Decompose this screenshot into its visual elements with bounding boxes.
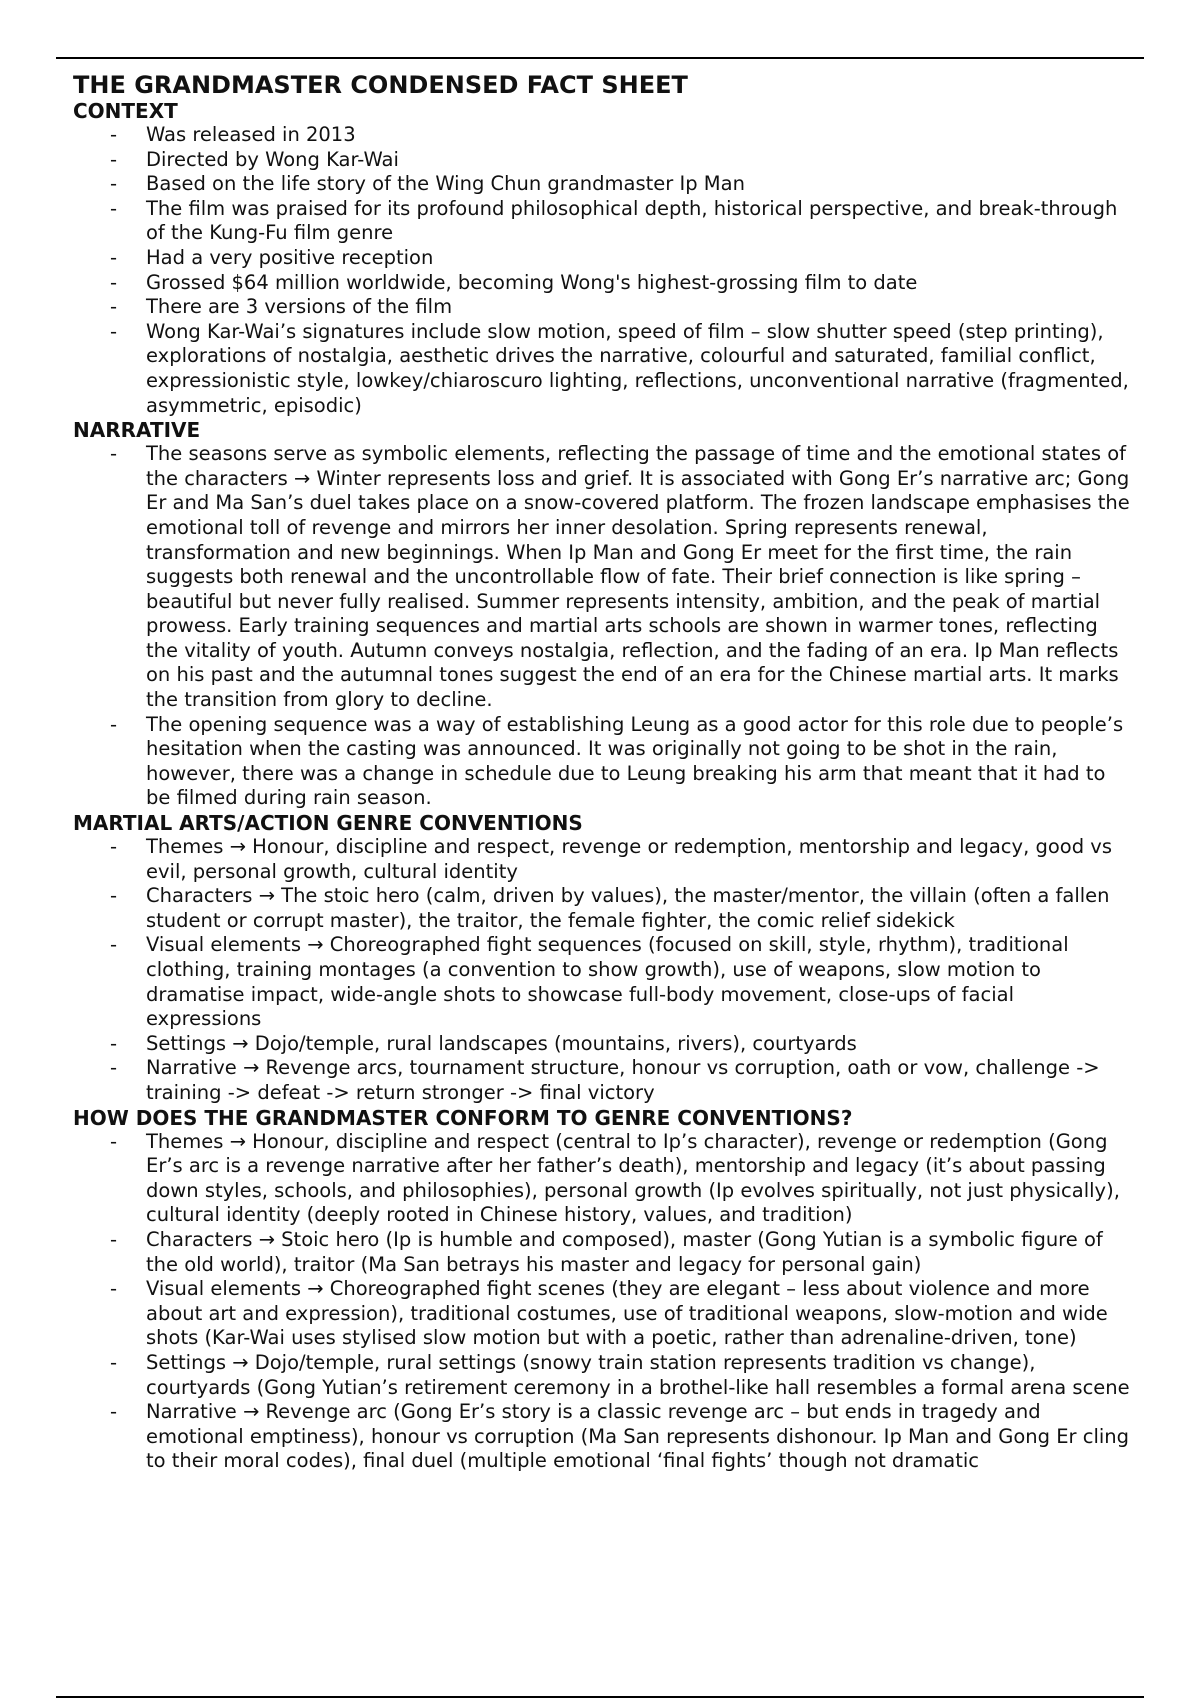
- list-item: - Narrative → Revenge arc (Gong Er’s story is a classic revenge arc – but ends in tragedy and emotional emptiness), honour vs corruption (Ma San represents dishonour. Ip Man and Gong Er cling to their moral codes), final duel (multiple emotional ‘final fights’ though not dramatic: [73, 1400, 1133, 1474]
- section-heading: HOW DOES THE GRANDMASTER CONFORM TO GENRE CONVENTIONS?: [73, 1105, 853, 1130]
- list-item: - Visual elements → Choreographed fight sequences (focused on skill, style, rhythm), traditional clothing, training montages (a convention to show growth), use of weapons, slow motion to dramatise impact, wide-angle shots to showcase full-body movement, close-ups of facial expressions: [73, 933, 1133, 1031]
- section-heading: NARRATIVE: [73, 418, 201, 443]
- section-genre-conventions: [73, 811, 1133, 1106]
- bullet-list: [73, 123, 1133, 418]
- list-item: - Settings → Dojo/temple, rural settings (snowy train station represents tradition vs change), courtyards (Gong Yutian’s retirement ceremony in a brothel-like hall resembles a formal arena scene: [73, 1351, 1133, 1400]
- section-narrative: [73, 418, 1133, 811]
- list-item: - Wong Kar-Wai’s signatures include slow motion, speed of film – slow shutter speed (step printing), explorations of nostalgia, aesthetic drives the narrative, colourful and saturated, familial conflict, expressionistic style, lowkey/chiaroscuro lighting, reflections, unconventional narrative (fragmented, asymmetric, episodic): [73, 320, 1133, 418]
- bottom-rule: [56, 1696, 1144, 1698]
- list-item: - Had a very positive reception: [73, 246, 1133, 271]
- bullet-list: [73, 442, 1133, 811]
- section-context: [73, 99, 1133, 418]
- section-conformity: [73, 1106, 1133, 1474]
- list-item: - Characters → Stoic hero (Ip is humble and composed), master (Gong Yutian is a symbolic figure of the old world), traitor (Ma San betrays his master and legacy for personal gain): [73, 1228, 1133, 1277]
- bullet-list: [73, 835, 1133, 1106]
- list-item: - Themes → Honour, discipline and respect, revenge or redemption, mentorship and legacy, good vs evil, personal growth, cultural identity: [73, 835, 1133, 884]
- list-item: - The seasons serve as symbolic elements, reflecting the passage of time and the emotional states of the characters → Winter represents loss and grief. It is associated with Gong Er’s narrative arc; Gong Er and Ma San’s duel takes place on a snow-covered platform. The frozen landscape emphasises the emotional toll of revenge and mirrors her inner desolation. Spring represents renewal, transformation and new beginnings. When Ip Man and Gong Er meet for the first time, the rain suggests both renewal and the uncontrollable flow of fate. Their brief connection is like spring – beautiful but never fully realised. Summer represents intensity, ambition, and the peak of martial prowess. Early training sequences and martial arts schools are shown in warmer tones, reflecting the vitality of youth. Autumn conveys nostalgia, reflection, and the fading of an era. Ip Man reflects on his past and the autumnal tones suggest the end of an era for the Chinese martial arts. It marks the transition from glory to decline.: [73, 442, 1133, 713]
- list-item: - Settings → Dojo/temple, rural landscapes (mountains, rivers), courtyards: [73, 1032, 1133, 1057]
- page-title: THE GRANDMASTER CONDENSED FACT SHEET: [73, 71, 688, 99]
- section-heading: CONTEXT: [73, 99, 178, 123]
- list-item: - The film was praised for its profound philosophical depth, historical perspective, and break-through of the Kung-Fu film genre: [73, 197, 1133, 246]
- section-heading: MARTIAL ARTS/ACTION GENRE CONVENTIONS: [73, 811, 583, 836]
- list-item: - Visual elements → Choreographed fight scenes (they are elegant – less about violence and more about art and expression), traditional costumes, use of traditional weapons, slow-motion and wide shots (Kar-Wai uses stylised slow motion but with a poetic, rather than adrenaline-driven, tone): [73, 1277, 1133, 1351]
- list-item: - There are 3 versions of the film: [73, 295, 1133, 320]
- list-item: - Based on the life story of the Wing Chun grandmaster Ip Man: [73, 172, 1133, 197]
- list-item: - Directed by Wong Kar-Wai: [73, 148, 1133, 173]
- list-item: - Was released in 2013: [73, 123, 1133, 148]
- list-item: - Grossed $64 million worldwide, becoming Wong's highest-grossing film to date: [73, 271, 1133, 296]
- fact-sheet: [73, 71, 1133, 1474]
- list-item: - Themes → Honour, discipline and respect (central to Ip’s character), revenge or redemption (Gong Er’s arc is a revenge narrative after her father’s death), mentorship and legacy (it’s about passing down styles, schools, and philosophies), personal growth (Ip evolves spiritually, not just physically), cultural identity (deeply rooted in Chinese history, values, and tradition): [73, 1130, 1133, 1228]
- list-item: - The opening sequence was a way of establishing Leung as a good actor for this role due to people’s hesitation when the casting was announced. It was originally not going to be shot in the rain, however, there was a change in schedule due to Leung breaking his arm that meant that it had to be filmed during rain season.: [73, 713, 1133, 811]
- list-item: - Narrative → Revenge arcs, tournament structure, honour vs corruption, oath or vow, challenge -> training -> defeat -> return stronger -> final victory: [73, 1056, 1133, 1105]
- bullet-list: [73, 1130, 1133, 1474]
- top-rule: [56, 57, 1144, 59]
- list-item: - Characters → The stoic hero (calm, driven by values), the master/mentor, the villain (often a fallen student or corrupt master), the traitor, the female fighter, the comic relief sidekick: [73, 884, 1133, 933]
